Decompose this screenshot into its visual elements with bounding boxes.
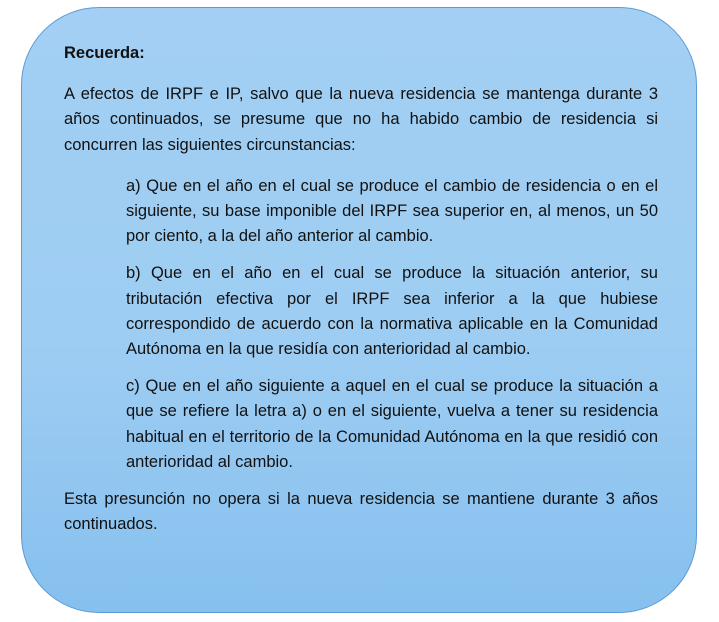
- circumstance-item-b: b) Que en el año en el cual se produce la situación anterior, su tributación efectiva por el IRPF sea inferior a la que hubiese correspondido de acuerdo con la normativa aplicable en la Comunidad Autónoma en la que residía con anterioridad al cambio.: [126, 264, 658, 359]
- reminder-heading: Recuerda:: [64, 44, 145, 62]
- intro-paragraph: A efectos de IRPF e IP, salvo que la nueva residencia se mantenga durante 3 años continuados, se presume que no ha habido cambio de residencia si concurren las siguientes circunstancias:: [64, 85, 658, 154]
- reminder-content: [64, 41, 658, 537]
- circumstance-item-c: c) Que en el año siguiente a aquel en el cual se produce la situación a que se refiere la letra a) o en el siguiente, vuelva a tener su residencia habitual en el territorio de la Comunidad Autónoma en la que residió con anterioridad al cambio.: [126, 377, 658, 471]
- closing-paragraph: Esta presunción no opera si la nueva residencia se mantiene durante 3 años continuados.: [64, 490, 658, 534]
- circumstances-list: [126, 174, 658, 475]
- circumstance-item-a: a) Que en el año en el cual se produce el cambio de residencia o en el siguiente, su base imponible del IRPF sea superior en, al menos, un 50 por ciento, a la del año anterior al cambio.: [126, 176, 658, 246]
